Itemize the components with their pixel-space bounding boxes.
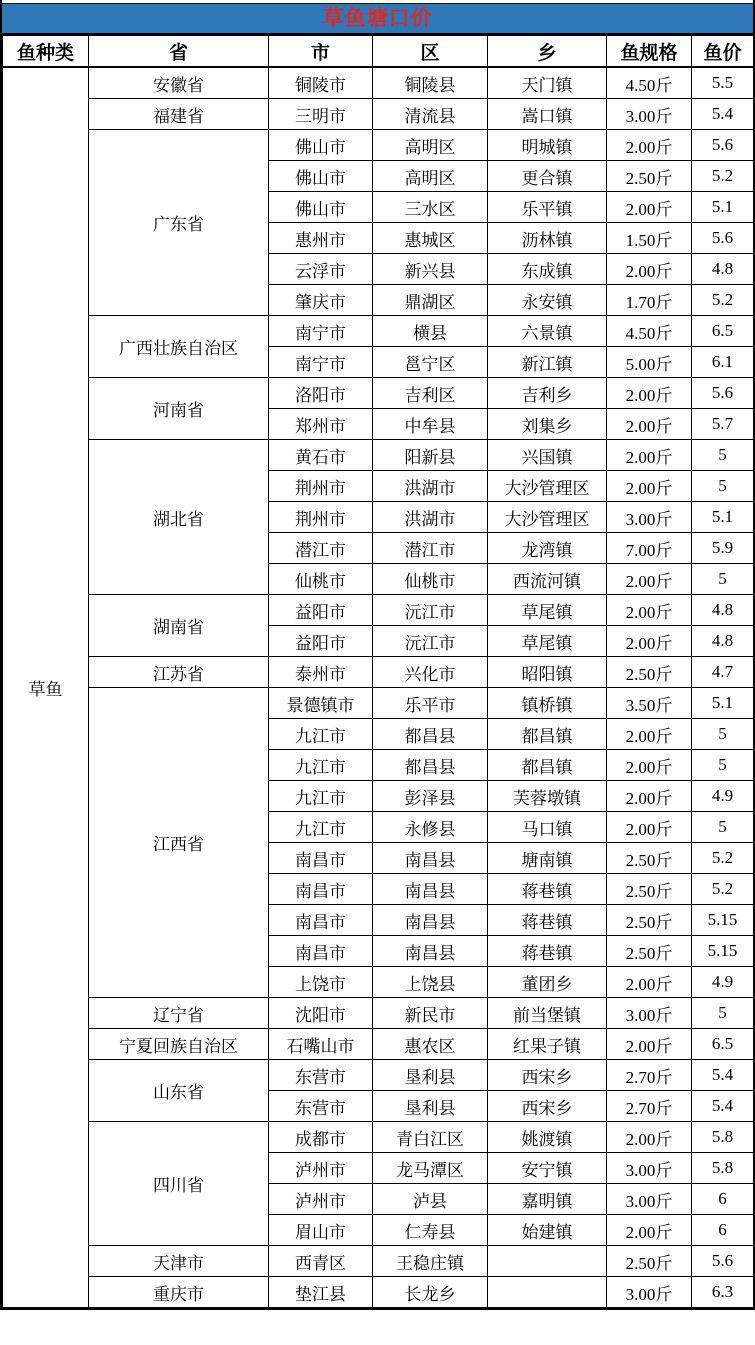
town-cell: 东成镇: [488, 254, 607, 285]
district-cell: 仙桃市: [373, 564, 488, 595]
town-cell: 红果子镇: [488, 1029, 607, 1060]
price-cell: 5.6: [692, 1246, 754, 1277]
table-title-bar: [2, 3, 753, 35]
spec-cell: 2.50斤: [607, 657, 692, 688]
spec-cell: 2.00斤: [607, 192, 692, 223]
price-cell: 5.4: [692, 1091, 754, 1122]
city-cell: 肇庆市: [269, 285, 373, 316]
spec-cell: 2.50斤: [607, 843, 692, 874]
price-cell: 5.1: [692, 688, 754, 719]
price-cell: 4.9: [692, 967, 754, 998]
province-cell: 广西壮族自治区: [89, 316, 269, 378]
town-cell: 都昌镇: [488, 750, 607, 781]
price-cell: 5.15: [692, 905, 754, 936]
district-cell: 都昌县: [373, 750, 488, 781]
city-cell: 九江市: [269, 750, 373, 781]
town-cell: 都昌镇: [488, 719, 607, 750]
price-cell: 5.2: [692, 874, 754, 905]
city-cell: 南昌市: [269, 843, 373, 874]
district-cell: 永修县: [373, 812, 488, 843]
city-cell: 铜陵市: [269, 67, 373, 99]
price-cell: 5.7: [692, 409, 754, 440]
town-cell: 嵩口镇: [488, 99, 607, 130]
price-cell: 4.8: [692, 254, 754, 285]
district-cell: 吉利区: [373, 378, 488, 409]
city-cell: 上饶市: [269, 967, 373, 998]
spec-cell: 2.00斤: [607, 1215, 692, 1246]
table-row: [3, 657, 754, 688]
spec-cell: 5.00斤: [607, 347, 692, 378]
city-cell: 黄石市: [269, 440, 373, 471]
town-cell: 更合镇: [488, 161, 607, 192]
price-cell: 5.8: [692, 1122, 754, 1153]
province-cell: 广东省: [89, 130, 269, 316]
spec-cell: 4.50斤: [607, 316, 692, 347]
district-cell: 中牟县: [373, 409, 488, 440]
province-cell: 江西省: [89, 688, 269, 998]
spec-cell: 3.00斤: [607, 502, 692, 533]
spec-cell: 2.00斤: [607, 781, 692, 812]
province-cell: 山东省: [89, 1060, 269, 1122]
table-row: [3, 595, 754, 626]
price-cell: 6: [692, 1184, 754, 1215]
table-row: [3, 440, 754, 471]
district-cell: 高明区: [373, 130, 488, 161]
city-cell: 西青区: [269, 1246, 373, 1277]
price-cell: 4.9: [692, 781, 754, 812]
district-cell: 洪湖市: [373, 502, 488, 533]
city-cell: 泸州市: [269, 1184, 373, 1215]
city-cell: 景德镇市: [269, 688, 373, 719]
price-cell: 6.3: [692, 1277, 754, 1308]
price-cell: 4.7: [692, 657, 754, 688]
table-row: [3, 130, 754, 161]
district-cell: 乐平市: [373, 688, 488, 719]
town-cell: 永安镇: [488, 285, 607, 316]
town-cell: 西流河镇: [488, 564, 607, 595]
district-cell: 垦利县: [373, 1091, 488, 1122]
column-header-district: 区: [373, 36, 488, 68]
city-cell: 泸州市: [269, 1153, 373, 1184]
district-cell: 龙马潭区: [373, 1153, 488, 1184]
page-title: 草鱼塘口价: [322, 6, 433, 30]
column-header-town: 乡: [488, 36, 607, 68]
city-cell: 南昌市: [269, 905, 373, 936]
town-cell: 姚渡镇: [488, 1122, 607, 1153]
town-cell: [488, 1246, 607, 1277]
town-cell: 明城镇: [488, 130, 607, 161]
price-cell: 6.5: [692, 316, 754, 347]
district-cell: 惠城区: [373, 223, 488, 254]
spec-cell: 2.00斤: [607, 719, 692, 750]
town-cell: 芙蓉墩镇: [488, 781, 607, 812]
district-cell: 鼎湖区: [373, 285, 488, 316]
table-row: [3, 378, 754, 409]
column-header-price: 鱼价: [692, 36, 754, 68]
city-cell: 潜江市: [269, 533, 373, 564]
district-cell: 长龙乡: [373, 1277, 488, 1308]
town-cell: 蒋巷镇: [488, 874, 607, 905]
district-cell: 王稳庄镇: [373, 1246, 488, 1277]
price-cell: 5.6: [692, 223, 754, 254]
town-cell: 大沙管理区: [488, 471, 607, 502]
town-cell: [488, 1277, 607, 1308]
city-cell: 垫江县: [269, 1277, 373, 1308]
spec-cell: 2.70斤: [607, 1091, 692, 1122]
price-cell: 5.2: [692, 285, 754, 316]
province-cell: 辽宁省: [89, 998, 269, 1029]
table-row: [3, 1029, 754, 1060]
district-cell: 高明区: [373, 161, 488, 192]
district-cell: 泸县: [373, 1184, 488, 1215]
district-cell: 南昌县: [373, 905, 488, 936]
spec-cell: 2.00斤: [607, 378, 692, 409]
price-cell: 6.5: [692, 1029, 754, 1060]
spec-cell: 3.50斤: [607, 688, 692, 719]
city-cell: 洛阳市: [269, 378, 373, 409]
town-cell: 昭阳镇: [488, 657, 607, 688]
city-cell: 南昌市: [269, 936, 373, 967]
fish-type-cell: 草鱼: [3, 67, 89, 1308]
city-cell: 九江市: [269, 719, 373, 750]
district-cell: 清流县: [373, 99, 488, 130]
spec-cell: 3.00斤: [607, 1184, 692, 1215]
town-cell: 吉利乡: [488, 378, 607, 409]
city-cell: 佛山市: [269, 161, 373, 192]
town-cell: 董团乡: [488, 967, 607, 998]
spec-cell: 2.00斤: [607, 812, 692, 843]
spec-cell: 2.00斤: [607, 440, 692, 471]
header-row: [3, 36, 754, 68]
spec-cell: 2.00斤: [607, 254, 692, 285]
spec-cell: 2.50斤: [607, 874, 692, 905]
city-cell: 益阳市: [269, 595, 373, 626]
spec-cell: 2.00斤: [607, 1029, 692, 1060]
spec-cell: 3.00斤: [607, 1277, 692, 1308]
district-cell: 潜江市: [373, 533, 488, 564]
city-cell: 郑州市: [269, 409, 373, 440]
price-cell: 5.2: [692, 843, 754, 874]
district-cell: 仁寿县: [373, 1215, 488, 1246]
table-row: [3, 998, 754, 1029]
town-cell: 乐平镇: [488, 192, 607, 223]
district-cell: 上饶县: [373, 967, 488, 998]
price-cell: 5.6: [692, 378, 754, 409]
province-cell: 湖南省: [89, 595, 269, 657]
town-cell: 蒋巷镇: [488, 905, 607, 936]
price-cell: 5: [692, 750, 754, 781]
town-cell: 西宋乡: [488, 1091, 607, 1122]
price-cell: 4.8: [692, 626, 754, 657]
town-cell: 草尾镇: [488, 595, 607, 626]
spec-cell: 3.00斤: [607, 998, 692, 1029]
district-cell: 横县: [373, 316, 488, 347]
town-cell: 刘集乡: [488, 409, 607, 440]
price-cell: 5.2: [692, 161, 754, 192]
spec-cell: 2.00斤: [607, 564, 692, 595]
district-cell: 都昌县: [373, 719, 488, 750]
city-cell: 荆州市: [269, 471, 373, 502]
spec-cell: 2.00斤: [607, 626, 692, 657]
fish-price-table: [2, 35, 754, 1308]
district-cell: 垦利县: [373, 1060, 488, 1091]
price-cell: 4.8: [692, 595, 754, 626]
province-cell: 宁夏回族自治区: [89, 1029, 269, 1060]
spec-cell: 2.00斤: [607, 1122, 692, 1153]
district-cell: 南昌县: [373, 843, 488, 874]
spec-cell: 7.00斤: [607, 533, 692, 564]
spec-cell: 2.70斤: [607, 1060, 692, 1091]
city-cell: 九江市: [269, 781, 373, 812]
district-cell: 三水区: [373, 192, 488, 223]
town-cell: 始建镇: [488, 1215, 607, 1246]
price-cell: 5: [692, 440, 754, 471]
district-cell: 洪湖市: [373, 471, 488, 502]
table-row: [3, 1122, 754, 1153]
price-cell: 6.1: [692, 347, 754, 378]
city-cell: 南宁市: [269, 316, 373, 347]
spec-cell: 2.00斤: [607, 409, 692, 440]
province-cell: 福建省: [89, 99, 269, 130]
spec-cell: 1.70斤: [607, 285, 692, 316]
price-cell: 5: [692, 471, 754, 502]
column-header-spec: 鱼规格: [607, 36, 692, 68]
province-cell: 天津市: [89, 1246, 269, 1277]
city-cell: 东营市: [269, 1091, 373, 1122]
price-cell: 5.1: [692, 192, 754, 223]
spec-cell: 2.50斤: [607, 1246, 692, 1277]
spec-cell: 1.50斤: [607, 223, 692, 254]
price-cell: 5.4: [692, 99, 754, 130]
price-cell: 5.9: [692, 533, 754, 564]
town-cell: 六景镇: [488, 316, 607, 347]
table-row: [3, 316, 754, 347]
district-cell: 南昌县: [373, 874, 488, 905]
province-cell: 河南省: [89, 378, 269, 440]
town-cell: 嘉明镇: [488, 1184, 607, 1215]
city-cell: 眉山市: [269, 1215, 373, 1246]
town-cell: 沥林镇: [488, 223, 607, 254]
town-cell: 镇桥镇: [488, 688, 607, 719]
spec-cell: 2.50斤: [607, 161, 692, 192]
column-header-city: 市: [269, 36, 373, 68]
column-header-province: 省: [89, 36, 269, 68]
price-cell: 6: [692, 1215, 754, 1246]
city-cell: 佛山市: [269, 130, 373, 161]
price-cell: 5: [692, 564, 754, 595]
price-cell: 5.4: [692, 1060, 754, 1091]
city-cell: 东营市: [269, 1060, 373, 1091]
table-row: [3, 1246, 754, 1277]
district-cell: 新兴县: [373, 254, 488, 285]
spec-cell: 3.00斤: [607, 1153, 692, 1184]
town-cell: 马口镇: [488, 812, 607, 843]
table-row: [3, 67, 754, 99]
price-cell: 5.15: [692, 936, 754, 967]
price-cell: 5: [692, 998, 754, 1029]
spec-cell: 2.00斤: [607, 471, 692, 502]
town-cell: 龙湾镇: [488, 533, 607, 564]
city-cell: 南昌市: [269, 874, 373, 905]
city-cell: 三明市: [269, 99, 373, 130]
district-cell: 新民市: [373, 998, 488, 1029]
price-cell: 5: [692, 719, 754, 750]
town-cell: 西宋乡: [488, 1060, 607, 1091]
spec-cell: 2.00斤: [607, 967, 692, 998]
table-row: [3, 1277, 754, 1308]
district-cell: 惠农区: [373, 1029, 488, 1060]
district-cell: 兴化市: [373, 657, 488, 688]
spec-cell: 2.00斤: [607, 750, 692, 781]
city-cell: 惠州市: [269, 223, 373, 254]
city-cell: 云浮市: [269, 254, 373, 285]
spec-cell: 2.00斤: [607, 130, 692, 161]
city-cell: 沈阳市: [269, 998, 373, 1029]
district-cell: 沅江市: [373, 595, 488, 626]
price-cell: 5.6: [692, 130, 754, 161]
district-cell: 铜陵县: [373, 67, 488, 99]
table-row: [3, 99, 754, 130]
town-cell: 新江镇: [488, 347, 607, 378]
price-cell: 5: [692, 812, 754, 843]
city-cell: 泰州市: [269, 657, 373, 688]
price-cell: 5.5: [692, 67, 754, 99]
spec-cell: 4.50斤: [607, 67, 692, 99]
town-cell: 大沙管理区: [488, 502, 607, 533]
spec-cell: 2.50斤: [607, 936, 692, 967]
district-cell: 南昌县: [373, 936, 488, 967]
province-cell: 重庆市: [89, 1277, 269, 1308]
town-cell: 安宁镇: [488, 1153, 607, 1184]
spec-cell: 2.50斤: [607, 905, 692, 936]
district-cell: 彭泽县: [373, 781, 488, 812]
town-cell: 蒋巷镇: [488, 936, 607, 967]
table-row: [3, 1060, 754, 1091]
province-cell: 江苏省: [89, 657, 269, 688]
town-cell: 塘南镇: [488, 843, 607, 874]
district-cell: 青白江区: [373, 1122, 488, 1153]
city-cell: 荆州市: [269, 502, 373, 533]
city-cell: 南宁市: [269, 347, 373, 378]
town-cell: 天门镇: [488, 67, 607, 99]
district-cell: 沅江市: [373, 626, 488, 657]
column-header-fish-type: 鱼种类: [3, 36, 89, 68]
province-cell: 湖北省: [89, 440, 269, 595]
city-cell: 成都市: [269, 1122, 373, 1153]
city-cell: 石嘴山市: [269, 1029, 373, 1060]
city-cell: 佛山市: [269, 192, 373, 223]
price-cell: 5.1: [692, 502, 754, 533]
spec-cell: 2.00斤: [607, 595, 692, 626]
town-cell: 前当堡镇: [488, 998, 607, 1029]
price-cell: 5.8: [692, 1153, 754, 1184]
province-cell: 安徽省: [89, 67, 269, 99]
district-cell: 阳新县: [373, 440, 488, 471]
table-row: [3, 688, 754, 719]
district-cell: 邕宁区: [373, 347, 488, 378]
province-cell: 四川省: [89, 1122, 269, 1246]
town-cell: 兴国镇: [488, 440, 607, 471]
city-cell: 仙桃市: [269, 564, 373, 595]
city-cell: 九江市: [269, 812, 373, 843]
town-cell: 草尾镇: [488, 626, 607, 657]
city-cell: 益阳市: [269, 626, 373, 657]
spec-cell: 3.00斤: [607, 99, 692, 130]
